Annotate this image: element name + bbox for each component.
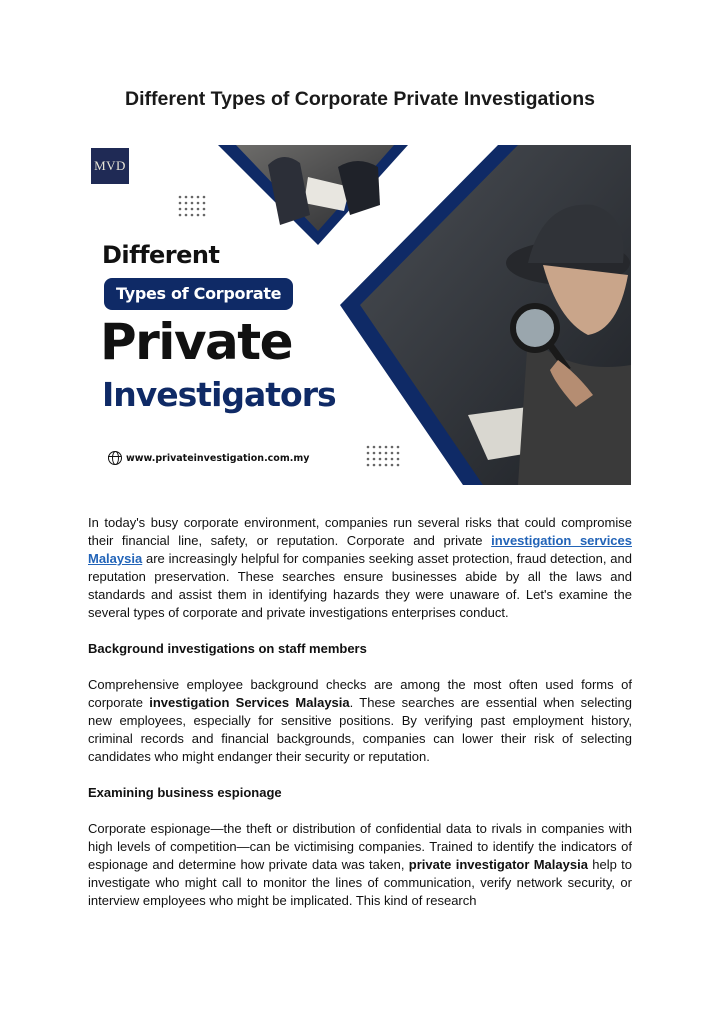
- esp-bold: private investigator Malaysia: [408, 857, 588, 872]
- intro-paragraph: [88, 514, 632, 622]
- section-heading-espionage: Examining business espionage: [88, 785, 282, 800]
- espionage-paragraph: [88, 820, 632, 910]
- globe-icon: [108, 451, 122, 465]
- magnifier-icon: [513, 306, 557, 350]
- bg-text-1: Comprehensive employee background checks are among the most often used forms of corporate: [88, 677, 632, 710]
- investigation-services-link[interactable]: investigation services Malaysia: [88, 533, 632, 566]
- article-body: [88, 514, 632, 910]
- banner-line-investigators: Investigators: [102, 375, 336, 414]
- intro-text-2: are increasingly helpful for companies seeking asset protection, fraud detection, and reputation preservation. These searches ensure businesses abide by all the laws and standards and assist them in identifying hazards they were unaware of. Let's examine the several types of corporate and private investigations enterprises conduct.: [88, 551, 632, 620]
- background-paragraph: [88, 676, 632, 766]
- esp-text-2: help to investigate who might call to monitor the lines of communication, verify network security, or interview employees who might be implicated. This kind of research: [88, 857, 632, 908]
- mvd-logo: MVD: [91, 148, 129, 184]
- intro-text-1: In today's busy corporate environment, companies run several risks that could compromise their financial line, safety, or reputation. Corporate and private: [88, 515, 632, 548]
- banner-url: [108, 451, 309, 465]
- bg-text-2: . These searches are essential when selecting new employees, especially for sensitive positions. By verifying past employment history, criminal records and financial backgrounds, companies can lower their risk of selecting candidates who might endanger their security or reputation.: [88, 695, 632, 764]
- page-title: Different Types of Corporate Private Investigations: [125, 88, 595, 110]
- banner-line-private: Private: [100, 313, 293, 371]
- bg-bold: investigation Services Malaysia: [149, 695, 350, 710]
- hero-banner: [88, 145, 631, 485]
- esp-text-1: Corporate espionage—the theft or distribution of confidential data to rivals in companies with high levels of competition—can be victimising companies. Trained to identify the indicators of espionage and determine how private data was taken,: [88, 821, 632, 872]
- banner-url-text: www.privateinvestigation.com.my: [126, 452, 310, 464]
- section-heading-background: Background investigations on staff members: [88, 641, 367, 656]
- banner-pill: Types of Corporate: [104, 278, 293, 310]
- banner-line-different: Different: [102, 241, 220, 269]
